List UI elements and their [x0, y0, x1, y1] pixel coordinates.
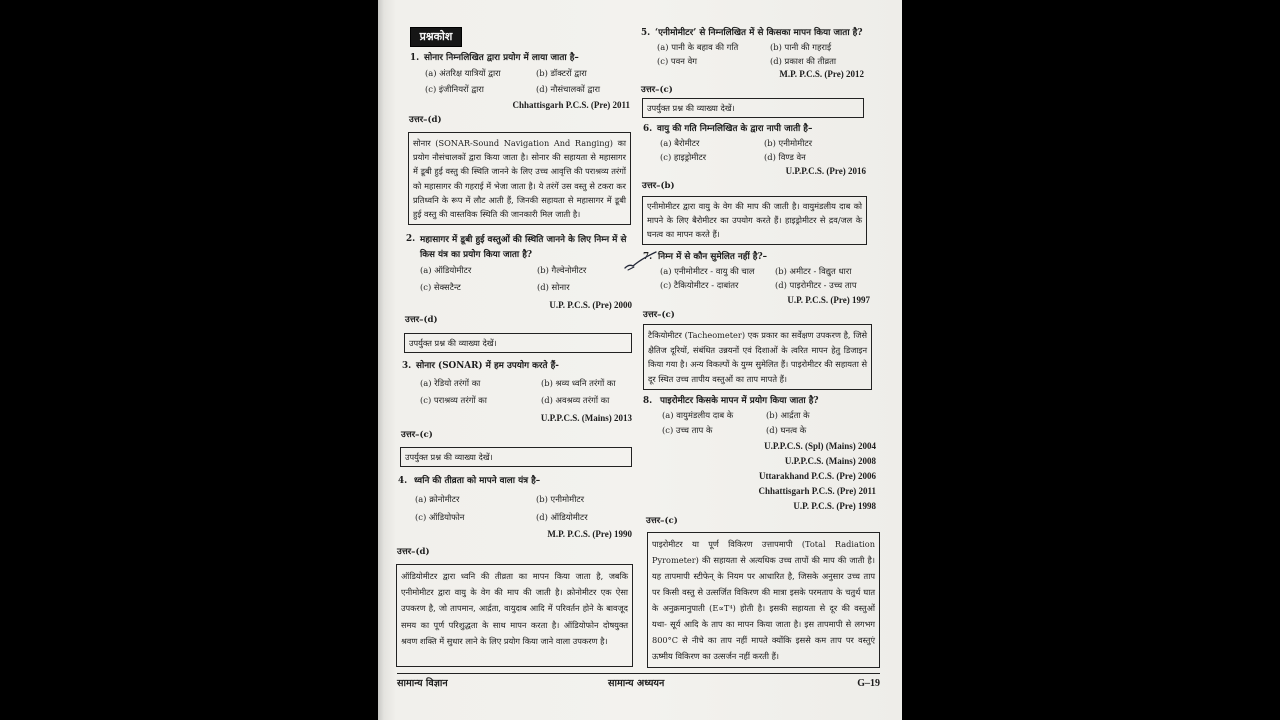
- explanation-box: ऑडियोमीटर द्वारा ध्वनि की तीव्रता का मापन किया जाता है, जबकि एनीमोमीटर द्वारा वायु के वेग की माप की जाती है। क्रोनोमीटर एक ऐसा उपकरण है, जो तापमान, आर्द्रता, वायुदाब आदि में परिवर्तन होने के बावजूद समय का पूर्ण परिशुद्धता के साथ मापन करता है। ऑडियोफोन दोषयुक्त श्रवण शक्ति में सुधार लाने के लिए प्रयोग किया जाने वाला उपकरण है।: [396, 564, 633, 667]
- answer-label: उत्तर–(d): [397, 547, 430, 557]
- question-text: वायु की गति निम्नलिखित के द्वारा नापी जाती है–: [657, 124, 813, 134]
- footer-book-title: सामान्य अध्ययन: [608, 678, 665, 689]
- exam-source: U.P. P.C.S. (Pre) 1998: [793, 501, 876, 511]
- option-c: (c) पवन वेग: [657, 56, 697, 66]
- exam-source: Chhattisgarh P.C.S. (Pre) 2011: [758, 486, 876, 496]
- option-a: (a) रेडियो तरंगों का: [420, 378, 481, 388]
- exam-source: U.P.P.C.S. (Mains) 2008: [784, 456, 876, 466]
- answer-label: उत्तर–(c): [646, 516, 678, 526]
- option-d: (d) सोनार: [537, 282, 570, 292]
- answer-label: उत्तर–(d): [409, 115, 442, 125]
- exam-source: U.P. P.C.S. (Pre) 1997: [787, 295, 870, 305]
- option-c: (c) हाइड्रोमीटर: [660, 152, 707, 162]
- question-text: निम्न में से कौन सुमेलित नहीं है?–: [658, 252, 768, 262]
- question-text: पाइरोमीटर किसके मापन में प्रयोग किया जाता है?: [660, 396, 819, 406]
- section-title-badge: प्रश्नकोश: [410, 27, 462, 47]
- answer-label: उत्तर–(c): [641, 85, 673, 95]
- option-b: (b) अमीटर - विद्युत धारा: [775, 266, 852, 276]
- option-b: (b) आर्द्रता के: [766, 410, 810, 420]
- explanation-box: टैकियोमीटर (Tacheometer) एक प्रकार का सर्वेक्षण उपकरण है, जिसे क्षैतिज दूरियों, संबंधित उन्नयनों एवं दिशाओं के त्वरित मापन हेतु डिजाइन किया गया है। अन्य विकल्पों के युग्म सुमेलित हैं। पाइरोमीटर की सहायता से दूर स्थित उच्च तापीय वस्तुओं का ताप मापते हैं।: [643, 324, 872, 390]
- question-number: 5.: [641, 28, 651, 38]
- footer-subject: सामान्य विज्ञान: [397, 678, 448, 689]
- question-text: महासागर में डूबी हुई वस्तुओं की स्थिति जानने के लिए निम्न में से किस यंत्र का प्रयोग किया जाता है?: [420, 235, 627, 260]
- option-d: (d) ऑडियोमीटर: [536, 512, 588, 522]
- option-c: (c) ऑडियोफोन: [415, 512, 465, 522]
- option-c: (c) उच्च ताप के: [662, 425, 713, 435]
- question-number: 8.: [643, 396, 653, 406]
- pen-tick-mark: [622, 246, 662, 276]
- question-number: 7.: [643, 252, 653, 262]
- option-b: (b) एनीमोमीटर: [764, 138, 813, 148]
- option-b: (b) श्रव्य ध्वनि तरंगों का: [541, 378, 616, 388]
- exam-source: U.P.P.C.S. (Pre) 2016: [785, 166, 866, 176]
- option-a: (a) पानी के बहाव की गति: [657, 42, 739, 52]
- option-b: (b) गैल्वेनोमीटर: [537, 265, 587, 275]
- option-b: (b) डॉक्टरों द्वारा: [536, 68, 587, 78]
- option-b: (b) पानी की गहराई: [770, 42, 832, 52]
- exam-source: M.P. P.C.S. (Pre) 2012: [779, 69, 864, 79]
- question-number: 2.: [406, 234, 416, 244]
- option-c: (c) इंजीनियरों द्वारा: [425, 84, 484, 94]
- answer-label: उत्तर–(d): [405, 315, 438, 325]
- answer-label: उत्तर–(c): [643, 310, 675, 320]
- explanation-box: पाइरोमीटर या पूर्ण विकिरण उत्तापमापी (Total Radiation Pyrometer) की सहायता से अत्यधिक उच्च तापों की माप की जाती है। यह तापमापी स्टीफेन् के नियम पर आधारित है, जिसके अनुसार उच्च ताप पर किसी वस्तु से उत्सर्जित विकिरण की मात्रा इसके परमताप के चतुर्थ घात के अनुक्रमानुपाती (E∝T⁴) होती है। इसकी सहायता से दूर की वस्तुओं यथा- सूर्य आदि के ताप का मापन किया जाता है। इस तापमापी से लगभग 800°C से नीचे का ताप नहीं मापते क्योंकि इससे कम ताप पर वस्तुएं ऊष्मीय विकिरण का उत्सर्जन नहीं करती हैं।: [647, 532, 880, 668]
- exam-source: U.P.P.C.S. (Mains) 2013: [540, 413, 632, 423]
- answer-label: उत्तर–(b): [642, 181, 675, 191]
- footer-rule: [397, 673, 880, 674]
- option-d: (d) विण्ड वेन: [764, 152, 806, 162]
- question-number: 1.: [410, 53, 420, 63]
- footer-page-number: G–19: [857, 678, 880, 689]
- option-d: (d) नौसंचालकों द्वारा: [536, 84, 601, 94]
- question-text: सोनार निम्नलिखित द्वारा प्रयोग में लाया जाता है–: [424, 53, 579, 63]
- explanation-box: उपर्युक्त प्रश्न की व्याख्या देखें।: [642, 98, 864, 118]
- explanation-box: एनीमोमीटर द्वारा वायु के वेग की माप की जाती है। वायुमंडलीय दाब को मापने के लिए बैरोमीटर का उपयोग करते हैं। हाइड्रोमीटर से द्रव/जल के घनत्व का मापन करते हैं।: [642, 196, 867, 245]
- answer-label: उत्तर–(c): [401, 430, 433, 440]
- explanation-box: उपर्युक्त प्रश्न की व्याख्या देखें।: [400, 447, 632, 467]
- option-d: (d) घनत्व के: [766, 425, 807, 435]
- exam-source: Chhattisgarh P.C.S. (Pre) 2011: [512, 100, 630, 110]
- option-b: (b) एनीमोमीटर: [536, 494, 585, 504]
- option-d: (d) अवश्रव्य तरंगों का: [541, 395, 610, 405]
- question-text: ध्वनि की तीव्रता को मापने वाला यंत्र है–: [414, 476, 541, 486]
- explanation-box: उपर्युक्त प्रश्न की व्याख्या देखें।: [404, 333, 632, 353]
- question-number: 4.: [398, 476, 408, 486]
- option-c: (c) टैकियोमीटर - दाबांतर: [660, 280, 739, 290]
- exam-source: U.P. P.C.S. (Pre) 2000: [549, 300, 632, 310]
- question-text: सोनार (SONAR) में हम उपयोग करते हैं-: [416, 361, 559, 371]
- option-a: (a) अंतरिक्ष यात्रियों द्वारा: [425, 68, 501, 78]
- option-a: (a) ऑडियोमीटर: [420, 265, 472, 275]
- option-c: (c) सेक्सटैन्ट: [420, 282, 461, 292]
- question-number: 3.: [402, 361, 412, 371]
- option-a: (a) एनीमोमीटर - वायु की चाल: [660, 266, 755, 276]
- option-a: (a) क्रोनोमीटर: [415, 494, 460, 504]
- exam-source: Uttarakhand P.C.S. (Pre) 2006: [758, 471, 876, 481]
- exam-source: M.P. P.C.S. (Pre) 1990: [547, 529, 632, 539]
- option-a: (a) वायुमंडलीय दाब के: [662, 410, 734, 420]
- explanation-box: सोनार (SONAR-Sound Navigation And Ranging) का प्रयोग नौसंचालकों द्वारा किया जाता है। सोनार की सहायता से महासागर में डूबी हुई वस्तु की स्थिति जानने के लिए उच्च आवृत्ति की पराश्रव्य तरंगों को महासागर की गहराई में भेजा जाता है। ये तरंगें उस वस्तु से टकरा कर प्रतिध्वनि के रूप में लौट आती हैं, जिनकी सहायता से महासागर में डूबी हुई वस्तु की वास्तविक स्थिति की जानकारी मिल जाती है।: [408, 132, 631, 225]
- option-c: (c) पराश्रव्य तरंगों का: [420, 395, 487, 405]
- document-page: [378, 0, 902, 720]
- option-d: (d) प्रकाश की तीव्रता: [770, 56, 837, 66]
- question-number: 6.: [643, 124, 653, 134]
- question-text: ‘एनीमोमीटर’ से निम्नलिखित में से किसका मापन किया जाता है?: [655, 28, 863, 38]
- option-a: (a) बैरोमीटर: [660, 138, 700, 148]
- exam-source: U.P.P.C.S. (Spl) (Mains) 2004: [764, 441, 876, 451]
- option-d: (d) पाइरोमीटर - उच्च ताप: [775, 280, 857, 290]
